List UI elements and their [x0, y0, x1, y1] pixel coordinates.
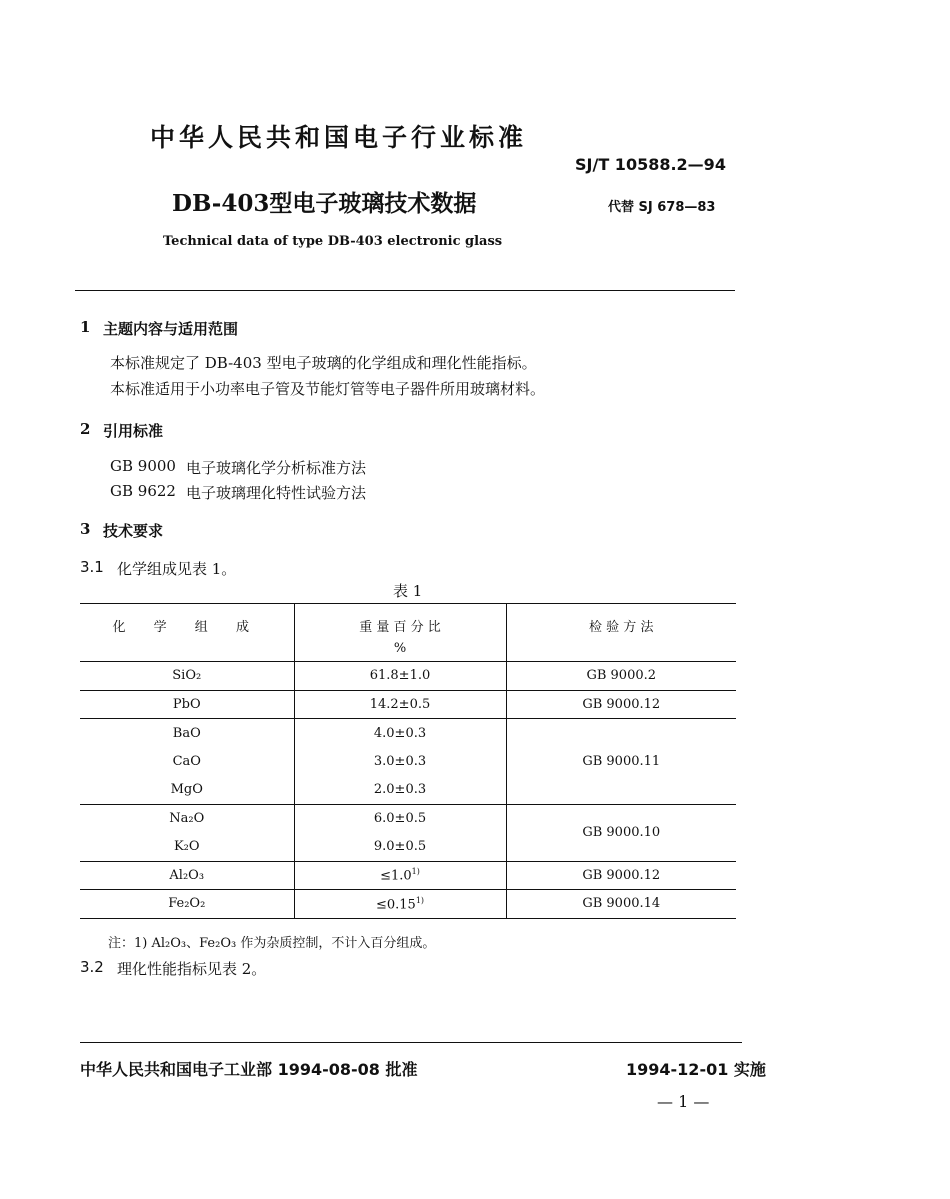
- table-row: [80, 690, 736, 719]
- column-header-test-method: 检 验 方 法: [506, 604, 736, 662]
- header-divider: [75, 290, 735, 291]
- section-1-number: 1: [80, 318, 91, 336]
- method-cell: GB 9000.10: [506, 804, 736, 861]
- section-2-number: 2: [80, 420, 91, 438]
- composition-cell: MgO: [80, 776, 294, 805]
- composition-cell: Al₂O₃: [80, 861, 294, 890]
- composition-cell: Na₂O: [169, 811, 205, 826]
- document-title: DB-403型电子玻璃技术数据: [172, 190, 477, 217]
- weight-percent-unit: %: [393, 641, 407, 656]
- reference-title: 电子玻璃理化特性试验方法: [186, 484, 367, 502]
- org-title: 中华人民共和国电子行业标准: [150, 123, 528, 152]
- composition-cell: CaO: [172, 753, 201, 769]
- table-row: [80, 890, 736, 919]
- method-cell: GB 9000.11: [506, 719, 736, 805]
- column-header-composition: 化 学 组 成: [80, 604, 294, 662]
- value-cell: 3.0±0.3: [294, 747, 506, 776]
- value-text: ≤0.15: [375, 896, 416, 912]
- reference-title: 电子玻璃化学分析标准方法: [186, 459, 367, 477]
- footnote-mark: 1): [415, 895, 425, 905]
- method-cell: GB 9000.12: [506, 690, 736, 719]
- method-cell: GB 9000.2: [506, 662, 736, 691]
- composition-cell: SiO₂: [80, 662, 294, 691]
- value-cell: 6.0±0.5: [294, 804, 506, 833]
- document-title-en: Technical data of type DB-403 electronic glass: [163, 234, 503, 249]
- value-cell: 4.0±0.3: [294, 719, 506, 748]
- value-text: ≤1.0: [380, 868, 412, 884]
- method-cell: GB 9000.12: [506, 861, 736, 890]
- column-header-weight-percent: [294, 604, 506, 662]
- composition-cell: Fe₂O₂: [80, 890, 294, 919]
- section-2-heading: 引用标准: [103, 422, 164, 440]
- table-row: [80, 861, 736, 890]
- composition-cell: BaO: [172, 725, 201, 741]
- effective-date: 1994-12-01 实施: [626, 1060, 766, 1079]
- section-1-paragraph-2: 本标准适用于小功率电子管及节能灯管等电子器件所用玻璃材料。: [110, 380, 546, 398]
- footnote-mark: 1): [411, 867, 420, 877]
- value-cell: 9.0±0.5: [294, 833, 506, 862]
- weight-percent-label: 重 量 百 分 比: [359, 620, 441, 635]
- value-cell: 61.8±1.0: [294, 662, 506, 691]
- section-3-heading: 技术要求: [103, 522, 164, 540]
- section-3-2-number: 3.2: [80, 958, 104, 976]
- value-cell: [294, 890, 506, 919]
- composition-cell: PbO: [80, 690, 294, 719]
- reference-code: GB 9622: [110, 482, 176, 500]
- reference-code: GB 9000: [110, 457, 176, 475]
- section-3-1-text: 化学组成见表 1。: [117, 560, 237, 578]
- value-cell: 14.2±0.5: [294, 690, 506, 719]
- footer-divider: [80, 1042, 742, 1043]
- value-cell: 2.0±0.3: [294, 776, 506, 805]
- section-3-2-text: 理化性能指标见表 2。: [117, 960, 267, 978]
- table-row: [80, 719, 736, 748]
- approval-note: 中华人民共和国电子工业部 1994-08-08 批准: [80, 1060, 418, 1079]
- section-1-heading: 主题内容与适用范围: [103, 320, 239, 338]
- table-header-row: [80, 604, 736, 662]
- table-row: [80, 662, 736, 691]
- table-row: [80, 804, 736, 833]
- section-3-number: 3: [80, 520, 91, 538]
- composition-cell: K₂O: [80, 833, 294, 862]
- method-cell: GB 9000.14: [506, 890, 736, 919]
- section-1-paragraph-1: 本标准规定了 DB-403 型电子玻璃的化学组成和理化性能指标。: [110, 354, 537, 372]
- page-number: — 1 —: [657, 1092, 710, 1111]
- table-footnote: 注：1) Al₂O₃、Fe₂O₃ 作为杂质控制，不计入百分组成。: [108, 936, 436, 951]
- replaces-standard: 代替 SJ 678—83: [608, 200, 716, 215]
- table-caption: 表 1: [393, 582, 423, 600]
- section-3-1-number: 3.1: [80, 558, 104, 576]
- chemical-composition-table: [80, 603, 736, 919]
- standard-code: SJ/T 10588.2—94: [575, 155, 726, 174]
- value-cell: [294, 861, 506, 890]
